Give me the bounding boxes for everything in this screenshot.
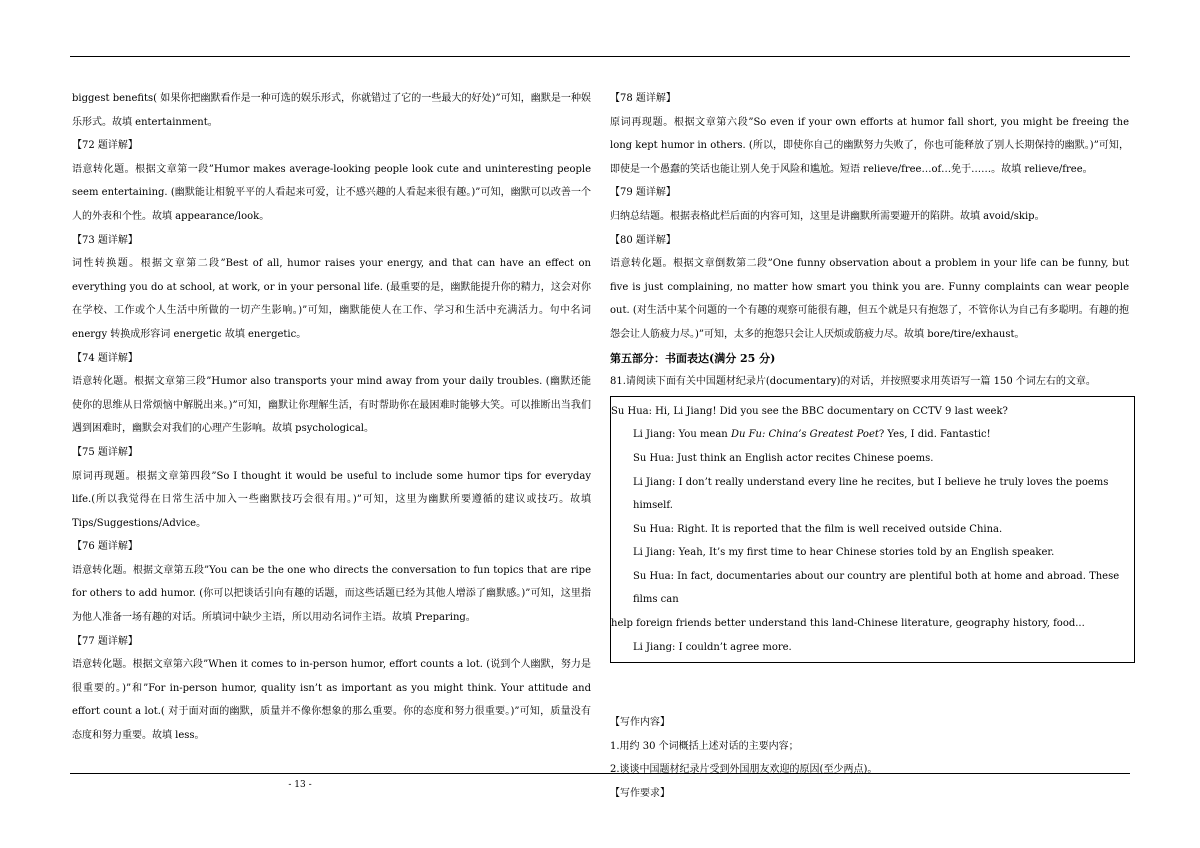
content-items [610,735,1129,782]
explanation-paragraph: 语意转化题。根据文章倒数第二段”One funny observation about a problem in your life can be funny, but five is just complaining, no matter how smart you think you are. Funny complaints can wear people out. (对生活中某个问题的一个有趣的观察可能很有趣，但五个就是只有抱怨了，不管你认为自己有多聪明。有趣的抱怨会让人筋疲力尽。)”可知，太多的抱怨只会让人厌烦或筋疲力尽。故填 bore/tire/exhaust。 [610,258,1129,340]
dialogue-text: Li Jiang: You mean [633,429,731,441]
right-explanations [610,87,1129,347]
header-rule [70,56,1130,57]
dialogue-text: Li Jiang: Yeah, It’s my first time to hear Chinese stories told by an English speaker. [633,547,1055,559]
dialogue-text: help foreign friends better understand this land-Chinese literature, geography history, food... [611,618,1085,630]
content-item: 2.谈谈中国题材纪录片受到外国朋友欢迎的原因(至少两点)。 [610,764,878,776]
question-heading: 【74 题详解】 [72,352,138,364]
page-number: - 13 - [288,780,312,790]
dialogue-line [611,423,1126,447]
explanation-paragraph: 语意转化题。根据文章第六段”When it comes to in-person humor, effort counts a lot. (说到个人幽默，努力是很重要的。)”和”For in-person humor, quality isn’t as important as you might think. Your attitude and effort count a lot.( 对于面对面的幽默，质量并不像你想象的那么重要。你的态度和努力很重要。)”可知，质量没有态度和努力重要。故填 less。 [72,659,591,742]
section-title: 第五部分：书面表达(满分 25 分) [610,351,776,365]
explanation-paragraph: biggest benefits( 如果你把幽默看作是一种可选的娱乐形式，你就错过了它的一些最大的好处)”可知，幽默是一种娱乐形式。故填 entertainment。 [72,93,591,128]
question-heading: 【77 题详解】 [72,635,138,647]
dialogue-line [611,612,1126,636]
question-heading: 【75 题详解】 [72,446,138,458]
requirements-heading: 【写作要求】 [610,788,670,800]
explanation-paragraph: 语意转化题。根据文章第一段”Humor makes average-looking people look cute and uninteresting people seem entertaining. (幽默能让相貌平平的人看起来可爱，让不感兴趣的人看起来很有趣。)”可知，幽默可以改善一个人的外表和个性。故填 appearance/look。 [72,163,591,222]
dialogue-text: Li Jiang: I couldn’t agree more. [633,641,792,653]
dialogue-line [611,541,1126,565]
task-intro: 81.请阅读下面有关中国题材纪录片(documentary)的对话，并按照要求用英语写一篇 150 个词左右的文章。 [610,376,1096,388]
dialogue-line [611,400,1126,424]
question-heading: 【79 题详解】 [610,187,676,199]
dialogue-line [611,518,1126,542]
right-column [610,87,1129,806]
dialogue-text: Su Hua: Just think an English actor recites Chinese poems. [633,452,934,464]
explanation-paragraph: 归纳总结题。根据表格此栏后面的内容可知，这里是讲幽默所需要避开的陷阱。故填 avoid/skip。 [610,210,1045,222]
explanation-paragraph: 词性转换题。根据文章第二段”Best of all, humor raises your energy, and that can have an effect on everything you do at school, at work, or in your personal life. (最重要的是，幽默能提升你的精力，这会对你在学校、工作或个人生活中所做的一切产生影响。)”可知，幽默能使人在工作、学习和生活中充满活力。句中名词 energy 转换成形容词 energetic 故填 energetic。 [72,258,591,340]
explanation-paragraph: 语意转化题。根据文章第三段”Humor also transports your mind away from your daily troubles. (幽默还能使你的思维从日常烦恼中解脱出来。)”可知，幽默让你理解生活，有时帮助你在最困难时能够大笑。可以推断出当我们遇到困难时，幽默会对我们的心理产生影响。故填 psychological。 [72,376,591,435]
dialogue-text: Su Hua: In fact, documentaries about our country are plentiful both at home and abroad. These films can [633,570,1120,606]
dialogue-text: Su Hua: Hi, Li Jiang! Did you see the BBC documentary on CCTV 9 last week? [611,405,1008,417]
dialogue-box [610,396,1135,664]
dialogue-line [611,565,1126,612]
dialogue-text: Li Jiang: I don’t really understand every line he recites, but I believe he truly loves the poems himself. [633,476,1109,512]
dialogue-text: ? Yes, I did. Fantastic! [878,429,991,441]
left-column [72,87,591,748]
content-heading: 【写作内容】 [610,717,670,729]
documentary-title: Du Fu: China’s Greatest Poet [730,429,879,441]
question-heading: 【72 题详解】 [72,140,138,152]
dialogue-line [611,447,1126,471]
explanation-paragraph: 原词再现题。根据文章第四段”So I thought it would be useful to include some humor tips for everyday life.(所以我觉得在日常生活中加入一些幽默技巧会很有用。)”可知，这里为幽默所要遵循的建议或技巧。故填 Tips/Suggestions/Advice。 [72,470,591,529]
dialogue-text: Su Hua: Right. It is reported that the film is well received outside China. [633,523,1003,535]
dialogue-line [611,471,1126,518]
question-heading: 【76 题详解】 [72,541,138,553]
question-heading: 【73 题详解】 [72,234,138,246]
explanation-paragraph: 原词再现题。根据文章第六段”So even if your own efforts at humor fall short, you might be freeing the long kept humor in others. (所以，即使你自己的幽默努力失败了，你也可能释放了别人长期保持的幽默。)”可知，即使是一个愚蠢的笑话也能让别人免于风险和尴尬。短语 relieve/free…of…免于……。故填 relieve/free。 [610,116,1129,175]
question-heading: 【80 题详解】 [610,234,676,246]
dialogue-line [611,636,1126,660]
question-heading: 【78 题详解】 [610,93,676,104]
content-item: 1.用约 30 个词概括上述对话的主要内容； [610,740,799,752]
explanation-paragraph: 语意转化题。根据文章第五段”You can be the one who directs the conversation to fun topics that are ripe for others to add humor. (你可以把谈话引向有趣的话题，而这些话题已经为其他人增添了幽默感。)”可知，这里指为他人准备一场有趣的对话。所填词中缺少主语，所以用动名词作主语。故填 Preparing。 [72,564,591,624]
footer-rule [70,773,1130,774]
